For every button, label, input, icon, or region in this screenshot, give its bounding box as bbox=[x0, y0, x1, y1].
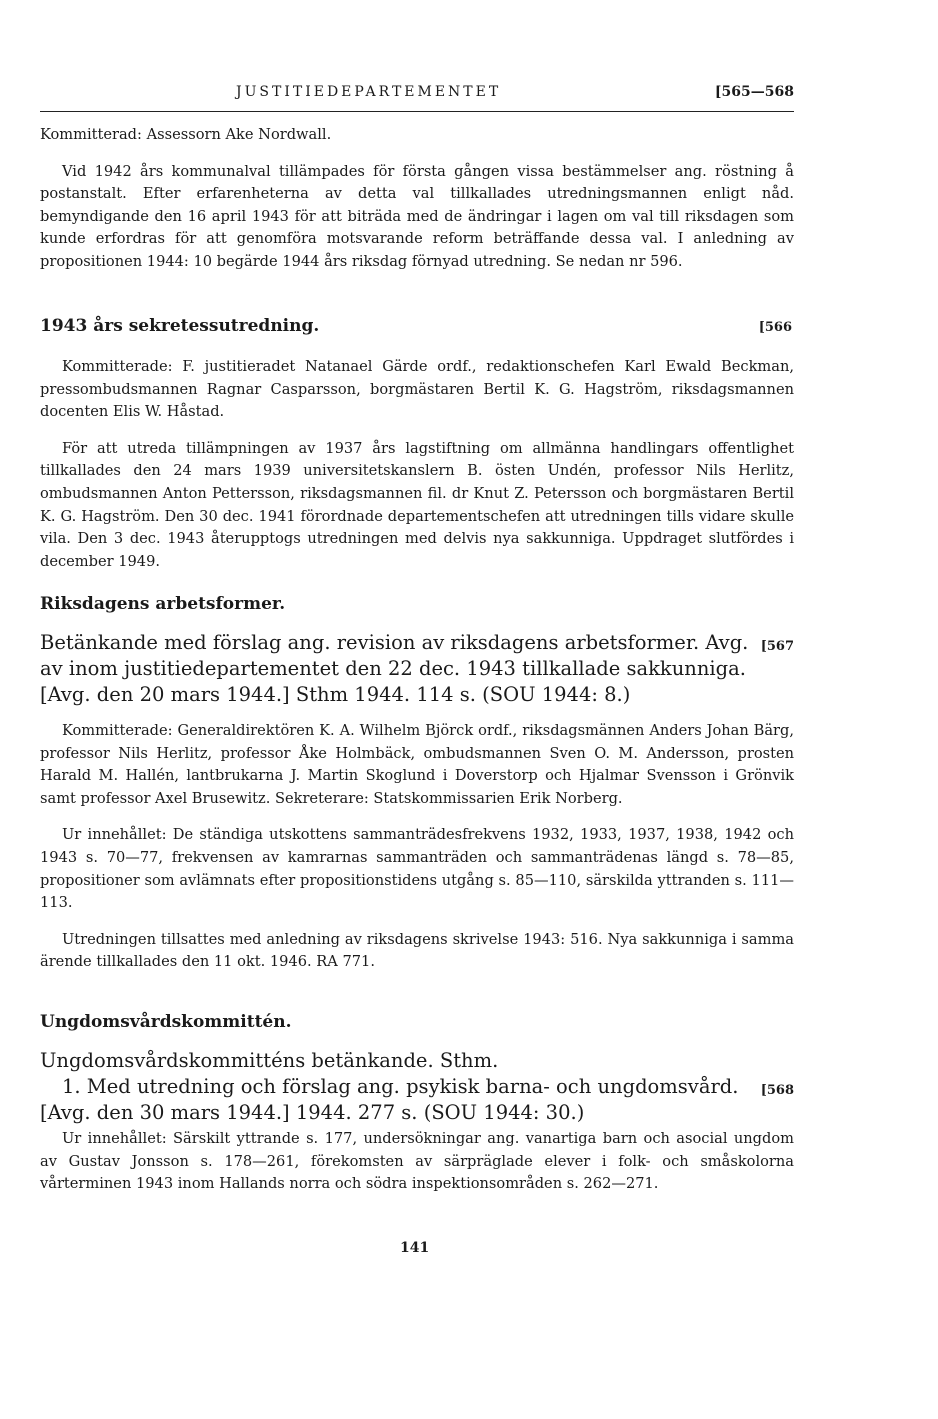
entry-565-text: Vid 1942 års kommunalval tillämpades för första gången vissa bestämmelser ang. röstning å postanstalt. Efter erfarenheterna av detta val tillkallades utredningsmannen enligt nåd. bemyndigande den 16 april 1943 för att biträda med de ändringar i lagen om val till riksdagen som kunde erfordras för att genomföra motsvarande reform beträffande dessa val. I anledning av propositionen 1944: 10 begärde 1944 års riksdag förnyad utredning. Se nedan nr 596. bbox=[40, 162, 794, 270]
entry-567-committee: Kommitterade: Generaldirektören K. A. Wilhelm Björck ordf., riksdagsmännen Anders Johan Bärg, professor Nils Herlitz, professor Åke Holmbäck, ombudsmannen Sven O. M. Andersson, prosten Harald M. Hallén, lantbrukarna J. Martin Skoglund i Doverstorp och Hjalmar Svensson i Grönvik samt professor Axel Brusewitz. Sekreterare: Statskommissarien Erik Norberg. bbox=[40, 722, 794, 807]
entry-566-heading: 1943 års sekretessutredning. bbox=[40, 316, 320, 336]
entry-568 bbox=[40, 1128, 794, 1196]
running-header-range: [565—568 bbox=[714, 84, 794, 100]
entry-568-title-row bbox=[40, 1074, 794, 1126]
entry-565-committee: Kommitterad: Assessorn Ake Nordwall. bbox=[40, 126, 332, 143]
header-rule bbox=[40, 111, 794, 112]
entry-567-title-block bbox=[40, 630, 794, 708]
entry-566-ref: [566 bbox=[758, 320, 792, 335]
entry-566-text: För att utreda tillämpningen av 1937 års lagstiftning om allmänna handlingars offentlighet tillkallades den 24 mars 1939 universitetskanslern B. östen Undén, professor Nils Herlitz, ombudsmannen Anton Pettersson, riksdagsmannen fil. dr Knut Z. Petersson och borgmästaren Bertil K. G. Hagström. Den 30 dec. 1941 förordnade departementschefen att utredningen tills vidare skulle vila. Den 3 dec. 1943 återupptogs utredningen med delvis nya sakkunniga. Uppdraget slutfördes i december 1949. bbox=[40, 439, 794, 570]
entry-567-content: Ur innehållet: De ständiga utskottens sammanträdesfrekvens 1932, 1933, 1937, 1938, 1942 och 1943 s. 70—77, frekvensen av kamrarnas sammanträden och sammanträdenas längd s. 78—85, propositioner som avlämnats efter propositionstidens utgång s. 85—110, särskilda yttranden s. 111—113. bbox=[40, 826, 794, 912]
entry-568-title-block bbox=[40, 1048, 794, 1126]
entry-568-title-line2: 1. Med utredning och förslag ang. psykisk barna- och ungdomsvård. [Avg. den 30 mars 1944.] 1944. 277 s. (SOU 1944: 30.) bbox=[40, 1075, 739, 1124]
entry-565 bbox=[40, 124, 794, 274]
entry-567 bbox=[40, 720, 794, 974]
entry-568-content: Ur innehållet: Särskilt yttrande s. 177, undersökningar ang. vanartiga barn och asocial ungdom av Gustav Jonsson s. 178—261, förekomsten av särpräglade elever i folk- och småskolorna vårterminen 1943 inom Hallands norra och södra inspektionsområden s. 262—271. bbox=[40, 1130, 794, 1193]
running-header-title: JUSTITIEDEPARTEMENTET bbox=[236, 84, 502, 100]
entry-566 bbox=[40, 356, 794, 573]
entry-566-committee: Kommitterade: F. justitieradet Natanael Gärde ordf., redaktionschefen Karl Ewald Beckman, pressombudsmannen Ragnar Casparsson, borgmästaren Bertil K. G. Hagström, riksdagsmannen docenten Elis W. Håstad. bbox=[40, 358, 794, 421]
entry-567-heading: Riksdagens arbetsformer. bbox=[40, 594, 286, 614]
entry-567-note: Utredningen tillsattes med anledning av riksdagens skrivelse 1943: 516. Nya sakkunniga i samma ärende tillkallades den 11 okt. 1946. RA 771. bbox=[40, 930, 794, 971]
entry-567-title-row bbox=[40, 630, 794, 708]
running-header bbox=[40, 84, 794, 100]
entry-568-title-line1: Ungdomsvårdskommitténs betänkande. Sthm. bbox=[40, 1049, 499, 1072]
entry-568-heading: Ungdomsvårdskommittén. bbox=[40, 1012, 292, 1032]
entry-567-title: Betänkande med förslag ang. revision av riksdagens arbetsformer. Avg. av inom justitiedepartementet den 22 dec. 1943 tillkallade sakkunniga. [Avg. den 20 mars 1944.] Sthm 1944. 114 s. (SOU 1944: 8.) bbox=[40, 631, 749, 706]
page-number: 141 bbox=[400, 1240, 430, 1256]
entry-568-ref: [568 bbox=[760, 1083, 794, 1098]
entry-567-ref: [567 bbox=[760, 639, 794, 654]
